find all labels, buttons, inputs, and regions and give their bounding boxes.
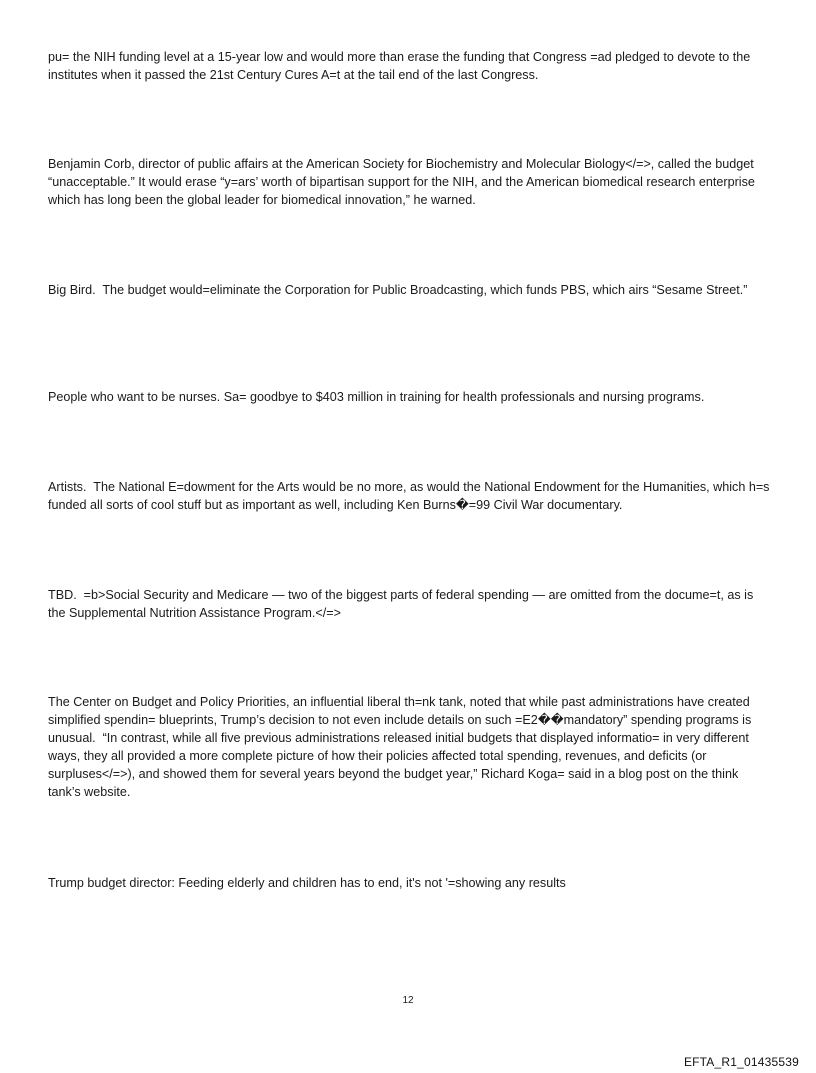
paragraph-benjamin-corb: Benjamin Corb, director of public affairs at the American Society for Biochemistry and Molecular Biology</=>, called the budget “unacceptable.” It would erase “y=ars’ worth of bipartisan support for the NIH, and the American biomedical research enterprise which has long been the global leader for biomedical innovation,” he warned. <box>48 157 759 207</box>
paragraph-big-bird: Big Bird. The budget would=eliminate the Corporation for Public Broadcasting, which funds PBS, which airs “Sesame Street.” <box>48 283 748 297</box>
paragraph-nurses: People who want to be nurses. Sa= goodbye to $403 million in training for health professionals and nursing programs. <box>48 390 705 404</box>
paragraph-tbd: TBD. =b>Social Security and Medicare — two of the biggest parts of federal spending — are omitted from the docume=t, as is the Supplemental Nutrition Assistance Program.</=> <box>48 588 757 620</box>
document-id-stamp: EFTA_R1_01435539 <box>683 1055 799 1069</box>
page-number: 12 <box>402 995 414 1006</box>
paragraph-nih-funding: pu= the NIH funding level at a 15-year low and would more than erase the funding that Congress =ad pledged to devote to the institutes when it passed the 21st Century Cures A=t at the tail end of the last Congress. <box>48 50 754 82</box>
paragraph-cbpp: The Center on Budget and Policy Priorities, an influential liberal th=nk tank, noted that while past administrations have created simplified spendin= blueprints, Trump’s decision to not even include details on such =E2��mandatory” spending programs is unusual. “In contrast, while all five previous administrations released initial budgets that displayed informatio= in very different ways, they all provided a more complete picture of how their policies affected total spending, revenues, and deficits (or surpluses</=>), and showed them for several years beyond the budget year,” Richard Koga= said in a blog post on the think tank’s website. <box>48 695 755 799</box>
paragraph-budget-director: Trump budget director: Feeding elderly and children has to end, it's not '=showing any results <box>48 876 566 890</box>
paragraph-artists: Artists. The National E=dowment for the Arts would be no more, as would the National Endowment for the Humanities, which h=s funded all sorts of cool stuff but as important as well, including Ken Burns�=99 Civil War documentary. <box>48 480 773 512</box>
